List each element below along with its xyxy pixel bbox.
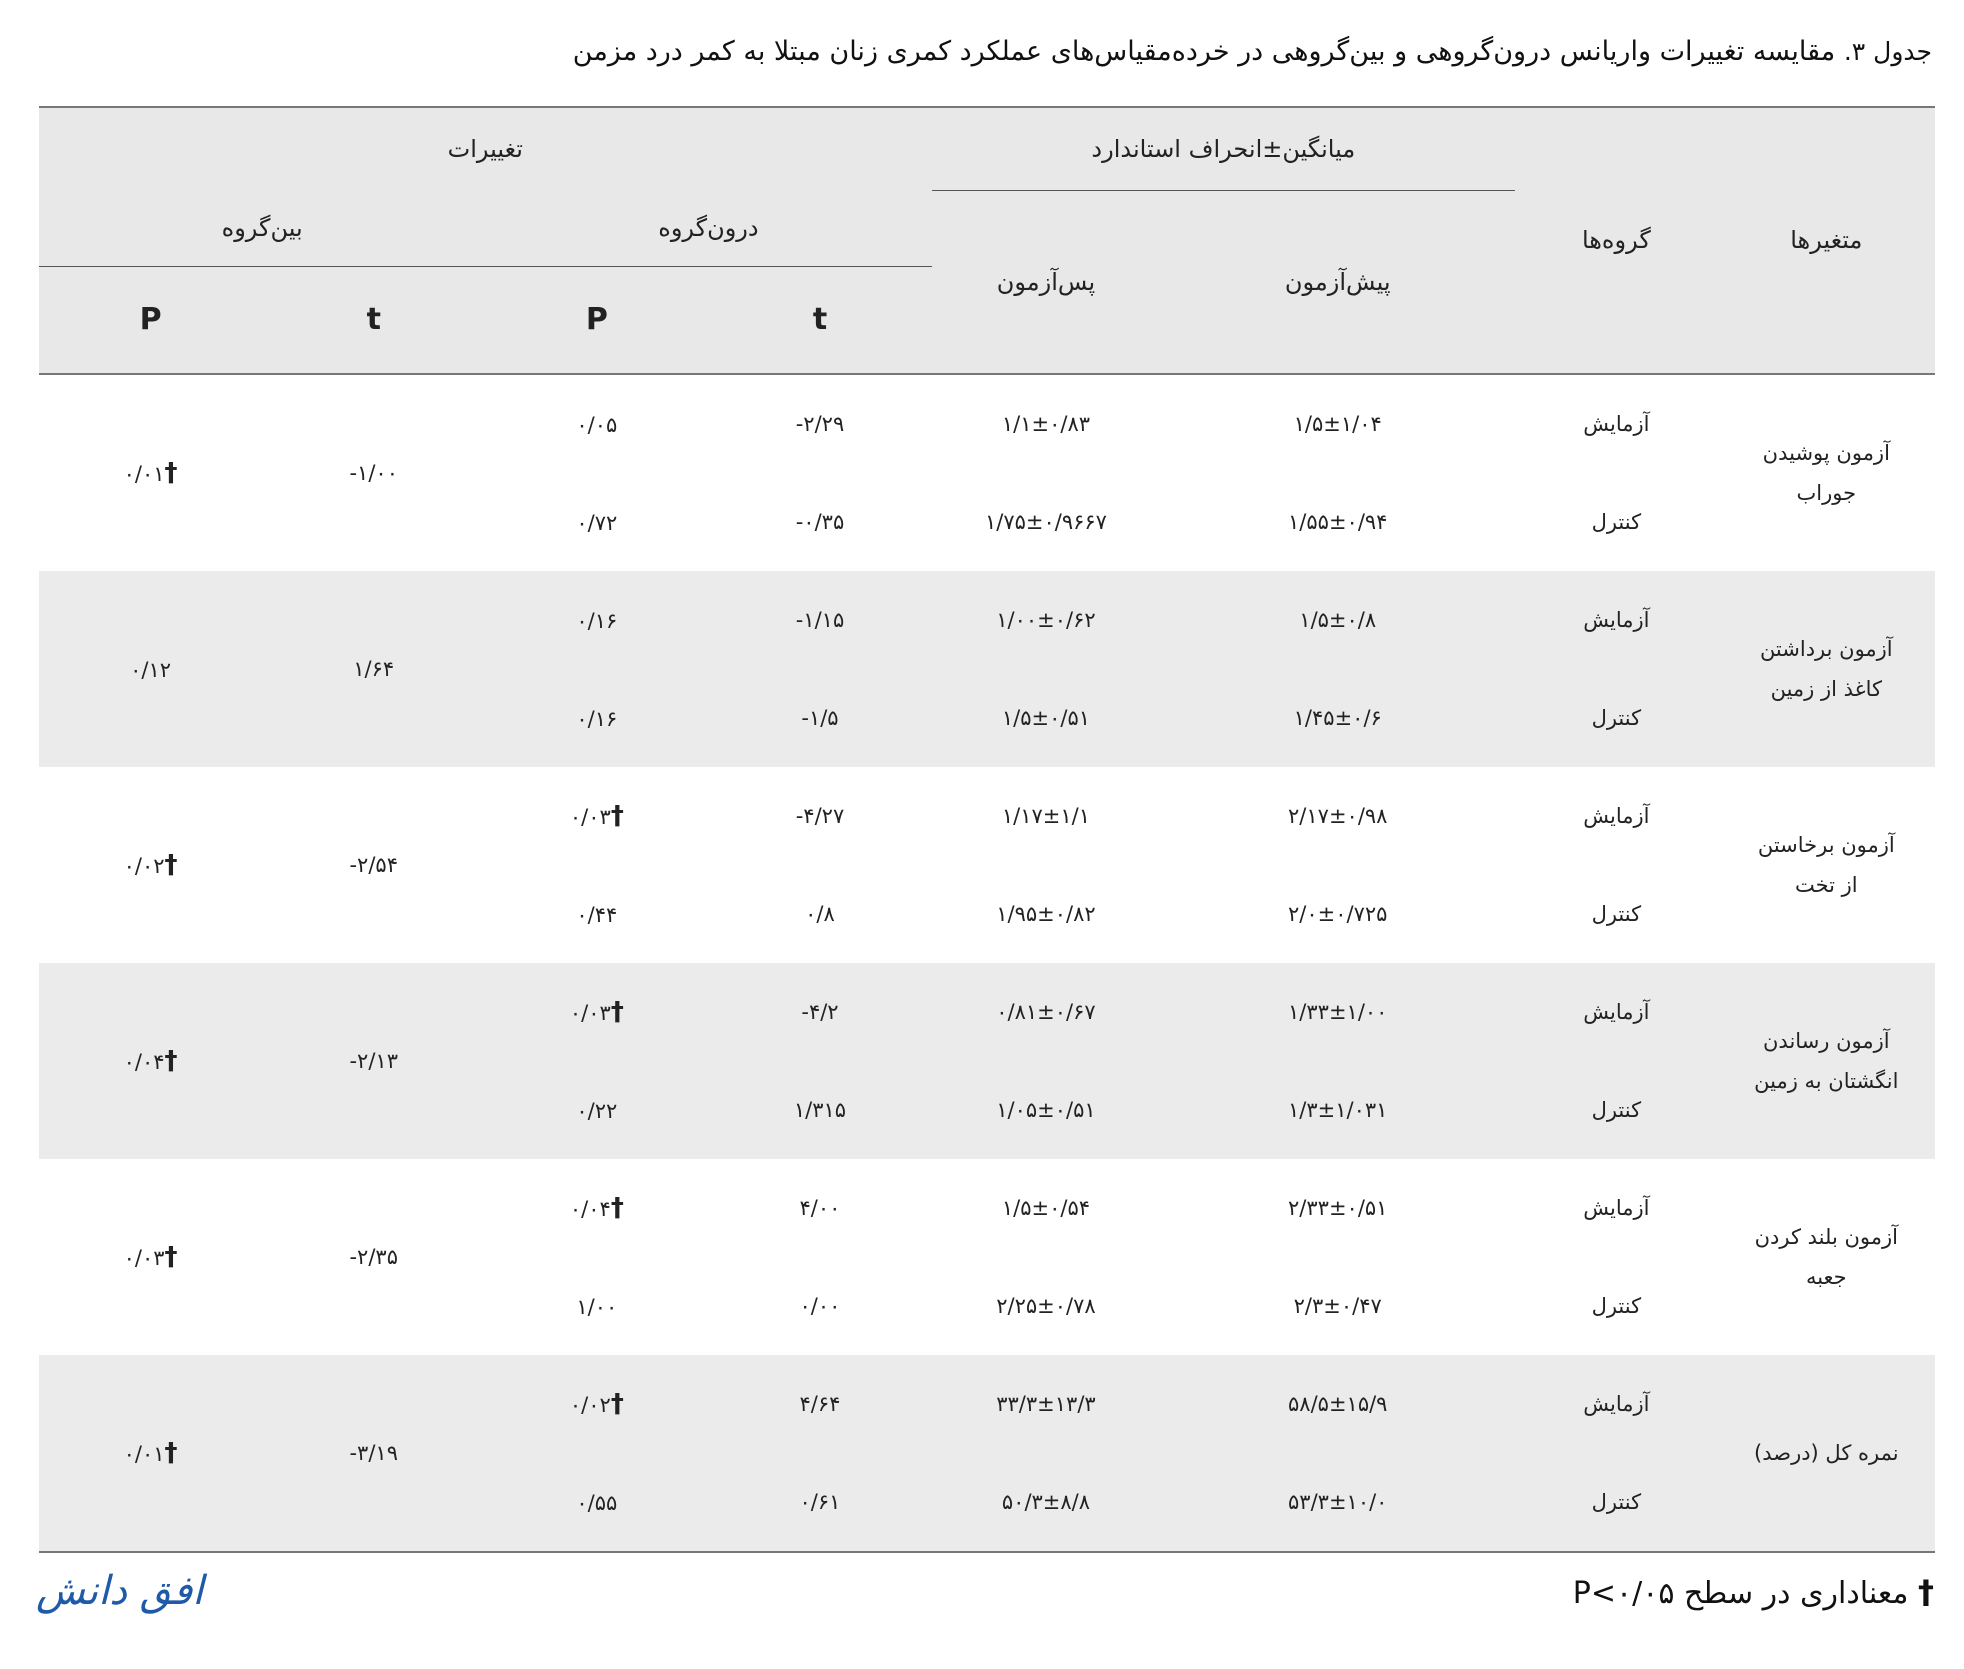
header-within-group: درون‌گروه [485, 191, 931, 267]
group-name-cell: کنترل [1515, 1453, 1718, 1552]
variable-name-line1: آزمون بلند کردن [1754, 1224, 1898, 1249]
posttest-cell: ۲/۲۵±۰/۷۸ [996, 1293, 1096, 1318]
pretest-cell: ۵۳/۳±۱۰/۰ [1160, 1453, 1515, 1552]
dagger-mark: † [164, 1241, 178, 1272]
variable-name-line2: از تخت [1794, 872, 1858, 897]
within-t-cell: ۰/۰۰ [799, 1293, 841, 1318]
within-p-cell [485, 374, 708, 473]
within-p-cell [485, 1453, 708, 1552]
between-p-cell [39, 571, 262, 767]
header-within-p: P [485, 266, 708, 374]
variable-name-line1: آزمون برداشتن [1759, 636, 1893, 661]
between-t-cell: -۲/۵۴ [349, 852, 398, 877]
within-t-cell: -۱/۵ [708, 669, 931, 767]
between-t-cell: -۱/۰۰ [349, 460, 398, 485]
table-row [39, 1159, 1935, 1257]
group-name-cell: کنترل [1591, 1293, 1642, 1318]
within-p-value: ۰/۰۲ [569, 1392, 611, 1417]
within-p-value: ۱/۰۰ [576, 1294, 618, 1319]
within-p-cell [485, 1159, 708, 1257]
between-p-cell [39, 1159, 262, 1355]
within-p-cell [485, 1355, 708, 1453]
posttest-cell: ۱/۵±۰/۵۱ [932, 669, 1161, 767]
within-p-cell [485, 669, 708, 767]
table-caption-label: جدول ۳. [1843, 37, 1932, 66]
within-t-cell: ۱/۳۱۵ [708, 1061, 931, 1159]
variable-cell [1718, 1355, 1935, 1552]
posttest-cell: ۱/۷۵±۰/۹۶۶۷ [984, 509, 1107, 534]
within-p-value: ۰/۱۶ [576, 608, 618, 633]
within-p-cell [485, 963, 708, 1061]
group-name-cell: آزمایش [1583, 411, 1650, 436]
header-between-group: بین‌گروه [39, 191, 485, 267]
significance-footnote [1573, 1573, 1934, 1611]
posttest-cell: ۱/۹۵±۰/۸۲ [996, 901, 1096, 926]
pretest-cell: ۱/۵±۱/۰۴ [1293, 411, 1382, 436]
variable-name-line2: جوراب [1796, 480, 1857, 505]
table-caption-text: مقایسه تغییرات واریانس درون‌گروهی و بین‌گروهی در خرده‌مقیاس‌های عملکرد کمری زنان مبتلا به کمر درد مزمن [572, 36, 1836, 67]
pretest-cell: ۲/۳۳±۰/۵۱ [1288, 1195, 1388, 1220]
within-p-cell [485, 865, 708, 963]
between-t-cell: -۳/۱۹ [262, 1355, 485, 1552]
group-name-cell: کنترل [1515, 1061, 1718, 1159]
within-p-cell [485, 1061, 708, 1159]
within-p-value: ۰/۷۲ [576, 510, 618, 535]
within-t-cell: -۴/۲ [708, 963, 931, 1061]
between-p-value: ۰/۰۲ [123, 853, 165, 878]
table-caption [32, 36, 1932, 67]
pretest-cell: ۲/۰±۰/۷۲۵ [1288, 901, 1388, 926]
within-t-cell: ۴/۰۰ [799, 1195, 841, 1220]
posttest-cell: ۱/۵±۰/۵۴ [1001, 1195, 1091, 1220]
table-row [39, 374, 1935, 473]
group-name-cell: آزمایش [1515, 571, 1718, 669]
within-t-cell: -۱/۱۵ [708, 571, 931, 669]
pretest-cell: ۲/۱۷±۰/۹۸ [1288, 803, 1388, 828]
group-name-cell: کنترل [1515, 669, 1718, 767]
variable-name-line2: انگشتان به زمین [1754, 1068, 1899, 1093]
results-table [39, 106, 1935, 1553]
header-between-p: P [39, 266, 262, 374]
header-mean-sd: میانگین±انحراف استاندارد [932, 107, 1516, 191]
within-t-cell: ۴/۶۴ [708, 1355, 931, 1453]
within-t-cell: -۴/۲۷ [795, 803, 845, 828]
variable-cell [1718, 963, 1935, 1159]
variable-name-line1: نمره کل (درصد) [1754, 1440, 1899, 1465]
dagger-mark: † [164, 1437, 178, 1468]
header-posttest: پس‌آزمون [932, 191, 1161, 374]
pretest-cell: ۱/۴۵±۰/۶ [1160, 669, 1515, 767]
between-p-value: ۰/۰۴ [123, 1049, 165, 1074]
between-p-value: ۰/۱۲ [130, 657, 172, 682]
between-p-value: ۰/۰۱ [123, 461, 165, 486]
within-t-cell: ۰/۸ [805, 901, 835, 926]
dagger-mark: † [164, 849, 178, 880]
dagger-mark: † [610, 996, 624, 1027]
table-row [39, 963, 1935, 1061]
pretest-cell: ۱/۳۳±۱/۰۰ [1160, 963, 1515, 1061]
dagger-mark: † [164, 457, 178, 488]
within-p-value: ۰/۰۴ [569, 1196, 611, 1221]
variable-cell [1718, 767, 1935, 963]
dagger-mark: † [610, 800, 624, 831]
between-t-cell: -۲/۱۳ [262, 963, 485, 1159]
dagger-mark: † [610, 1388, 624, 1419]
within-p-cell [485, 571, 708, 669]
posttest-cell: ۱/۰۵±۰/۵۱ [932, 1061, 1161, 1159]
pretest-cell: ۲/۳±۰/۴۷ [1293, 1293, 1382, 1318]
posttest-cell: ۰/۸۱±۰/۶۷ [932, 963, 1161, 1061]
pretest-cell: ۱/۵±۰/۸ [1160, 571, 1515, 669]
header-pretest: پیش‌آزمون [1160, 191, 1515, 374]
group-name-cell: کنترل [1591, 509, 1642, 534]
within-p-value: ۰/۵۵ [576, 1490, 618, 1515]
table-row [39, 1355, 1935, 1453]
posttest-cell: ۱/۰۰±۰/۶۲ [932, 571, 1161, 669]
group-name-cell: آزمایش [1583, 803, 1650, 828]
table-row [39, 571, 1935, 669]
dagger-mark: † [164, 1045, 178, 1076]
between-p-value: ۰/۰۱ [123, 1441, 165, 1466]
within-t-cell: ۰/۶۱ [708, 1453, 931, 1552]
header-changes: تغییرات [39, 107, 932, 191]
within-p-value: ۰/۴۴ [576, 902, 618, 927]
posttest-cell: ۵۰/۳±۸/۸ [932, 1453, 1161, 1552]
pretest-cell: ۱/۳±۱/۰۳۱ [1160, 1061, 1515, 1159]
posttest-cell: ۳۳/۳±۱۳/۳ [932, 1355, 1161, 1453]
variable-name-line1: آزمون برخاستن [1757, 832, 1895, 857]
within-p-cell [485, 473, 708, 571]
between-t-cell: ۱/۶۴ [262, 571, 485, 767]
within-p-value: ۰/۱۶ [576, 706, 618, 731]
footnote-text: معناداری در سطح P<۰/۰۵ [1572, 1576, 1909, 1611]
group-name-cell: کنترل [1591, 901, 1642, 926]
between-p-cell [39, 374, 262, 571]
variable-cell [1718, 1159, 1935, 1355]
variable-name-line1: آزمون پوشیدن [1762, 440, 1890, 465]
group-name-cell: آزمایش [1583, 1195, 1650, 1220]
within-t-cell: -۲/۲۹ [795, 411, 845, 436]
variable-name-line1: آزمون رساندن [1763, 1028, 1890, 1053]
pretest-cell: ۱/۵۵±۰/۹۴ [1288, 509, 1388, 534]
publisher-logo: افق دانش [36, 1568, 204, 1614]
dagger-mark: † [1918, 1573, 1934, 1611]
within-p-value: ۰/۰۵ [576, 412, 618, 437]
within-p-cell [485, 1257, 708, 1355]
between-p-cell [39, 963, 262, 1159]
variable-name-line2: کاغذ از زمین [1770, 676, 1883, 701]
table-row [39, 767, 1935, 865]
header-within-t: t [708, 266, 931, 374]
within-p-value: ۰/۲۲ [576, 1098, 618, 1123]
group-name-cell: آزمایش [1515, 963, 1718, 1061]
group-name-cell: آزمایش [1515, 1355, 1718, 1453]
within-p-value: ۰/۰۳ [569, 1000, 611, 1025]
table-body [39, 374, 1935, 1552]
header-between-t: t [262, 266, 485, 374]
between-t-cell: -۲/۳۵ [349, 1244, 398, 1269]
within-p-value: ۰/۰۳ [569, 804, 611, 829]
table-header [39, 107, 1935, 374]
dagger-mark: † [610, 1192, 624, 1223]
variable-cell [1718, 571, 1935, 767]
header-variables: متغیرها [1718, 107, 1935, 374]
within-t-cell: -۰/۳۵ [795, 509, 845, 534]
pretest-cell: ۵۸/۵±۱۵/۹ [1160, 1355, 1515, 1453]
posttest-cell: ۱/۱۷±۱/۱ [1001, 803, 1091, 828]
variable-cell [1718, 374, 1935, 571]
between-p-cell [39, 767, 262, 963]
between-p-cell [39, 1355, 262, 1552]
between-p-value: ۰/۰۳ [123, 1245, 165, 1270]
variable-name-line2: جعبه [1805, 1264, 1847, 1289]
header-groups: گروه‌ها [1515, 107, 1718, 374]
posttest-cell: ۱/۱±۰/۸۳ [1001, 411, 1091, 436]
within-p-cell [485, 767, 708, 865]
